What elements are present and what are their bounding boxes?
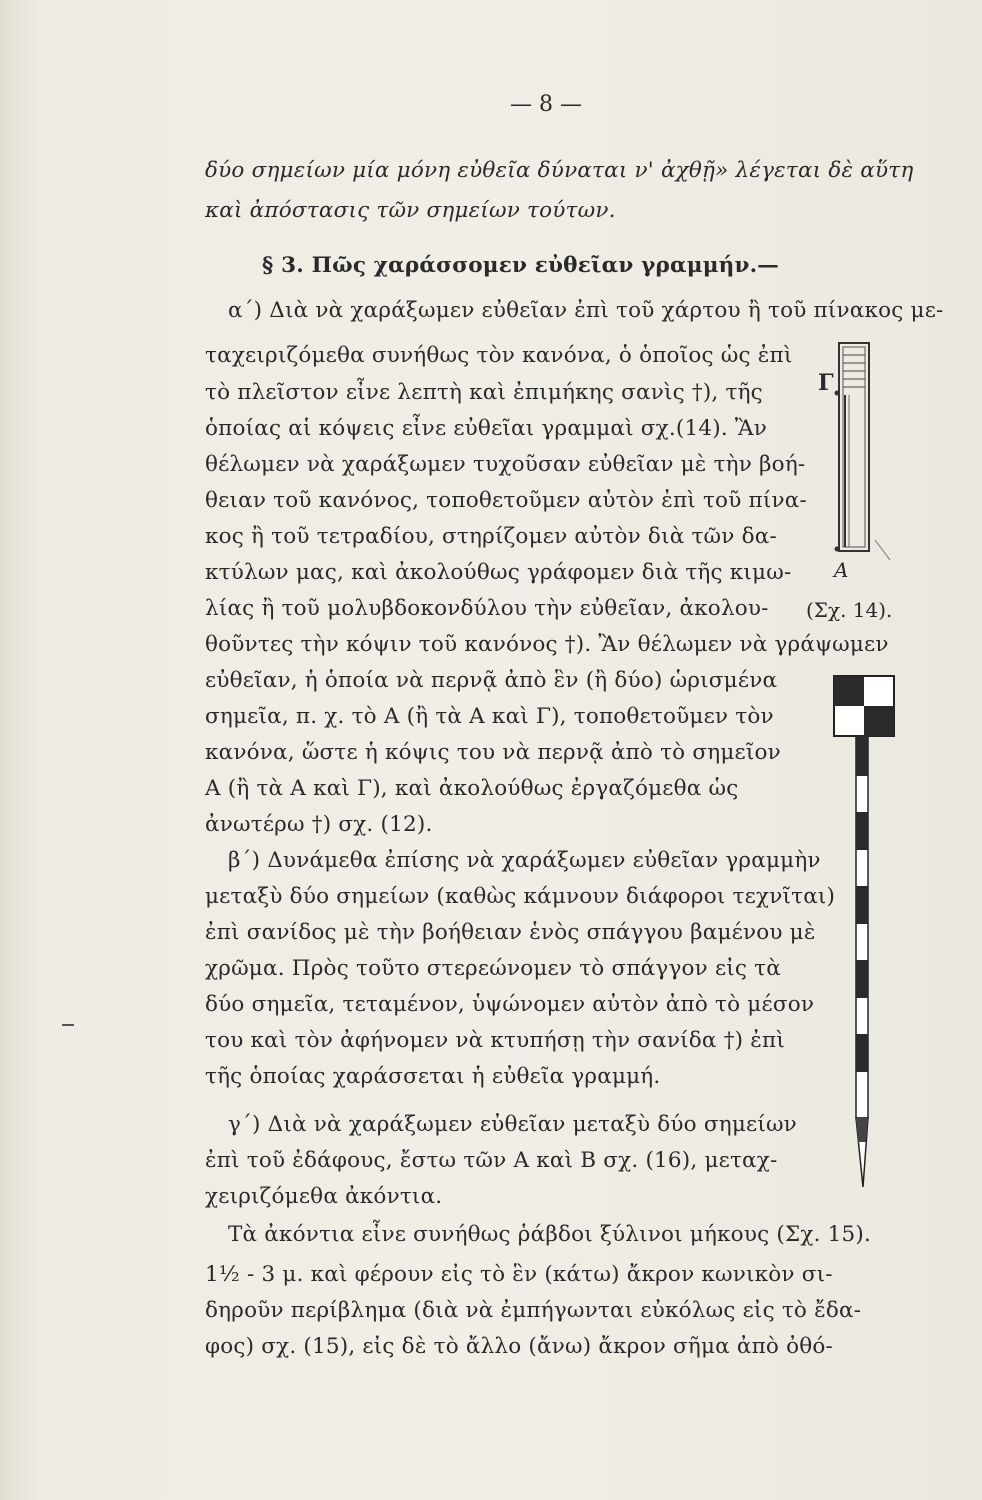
text-line: θοῦντες τὴν κόψιν τοῦ κανόνος †). Ἂν θέλωμεν νὰ γράψωμεν	[205, 632, 889, 657]
text-line: χειριζόμεθα ἀκόντια.	[205, 1184, 443, 1209]
text-line: σημεῖα, π. χ. τὸ Α (ἢ τὰ Α καὶ Γ), τοποθετοῦμεν τὸν	[205, 704, 774, 729]
text-line: μεταξὺ δύο σημείων (καθὼς κάμνουν διάφοροι τεχνῖται)	[205, 884, 836, 909]
figure-15-pole	[830, 672, 900, 1192]
text-line: θειαν τοῦ κανόνος, τοποθετοῦμεν αὐτὸν ἐπὶ τοῦ πίνα-	[205, 488, 807, 513]
text-line: ἐπὶ τοῦ ἐδάφους, ἔστω τῶν Α καὶ Β σχ. (16), μεταχ-	[205, 1148, 778, 1173]
figure-14-caption: (Σχ. 14).	[806, 598, 893, 622]
text-line: κος ἢ τοῦ τετραδίου, στηρίζομεν αὐτὸν διὰ τῶν δα-	[205, 524, 777, 549]
text-line: α΄) Διὰ νὰ χαράξωμεν εὐθεῖαν ἐπὶ τοῦ χάρτου ἢ τοῦ πίνακος με-	[228, 298, 944, 323]
text-line: τῆς ὁποίας χαράσσεται ἡ εὐθεῖα γραμμή.	[205, 1064, 661, 1089]
figure-14-label-bottom: Α	[834, 558, 849, 582]
margin-mark	[62, 1024, 74, 1026]
text-line: τὸ πλεῖστον εἶνε λεπτὴ καὶ ἐπιμήκης σανὶς †), τῆς	[205, 380, 763, 405]
page-number: — 8 —	[510, 92, 582, 117]
text-line: Α (ἢ τὰ Α καὶ Γ), καὶ ἀκολούθως ἐργαζόμεθα ὡς	[205, 776, 739, 801]
text-line: φος) σχ. (15), εἰς δὲ τὸ ἄλλο (ἄνω) ἄκρον σῆμα ἀπὸ ὀθό-	[205, 1334, 834, 1359]
text-line: ἐπὶ σανίδος μὲ τὴν βοήθειαν ἑνὸς σπάγγου βαμένου μὲ	[205, 920, 816, 945]
text-line: λίας ἢ τοῦ μολυβδοκονδύλου τὴν εὐθεῖαν, ἀκολου-	[205, 596, 769, 621]
text-line: ἀνωτέρω †) σχ. (12).	[205, 812, 433, 837]
text-line: 1½ - 3 μ. καὶ φέρουν εἰς τὸ ἓν (κάτω) ἄκρον κωνικὸν σι-	[205, 1262, 833, 1287]
text-line: εὐθεῖαν, ἡ ὁποία νὰ περνᾷ ἀπὸ ἓν (ἢ δύο) ὡρισμένα	[205, 668, 778, 693]
text-line: δύο σημείων μία μόνη εὐθεῖα δύναται ν' ἀχθῇ» λέγεται δὲ αὕτη	[205, 158, 914, 183]
text-line: καὶ ἀπόστασις τῶν σημείων τούτων.	[205, 198, 616, 223]
text-line: χρῶμα. Πρὸς τοῦτο στερεώνομεν τὸ σπάγγον εἰς τὰ	[205, 956, 782, 981]
text-line: Τὰ ἀκόντια εἶνε συνήθως ῥάβδοι ξύλινοι μήκους (Σχ. 15).	[228, 1222, 872, 1247]
figure-14-label-top: Γ	[818, 370, 834, 396]
text-line: θέλωμεν νὰ χαράξωμεν τυχοῦσαν εὐθεῖαν μὲ τὴν βοή-	[205, 452, 806, 477]
text-line: ὁποίας αἱ κόψεις εἶνε εὐθεῖαι γραμμαὶ σχ.(14). Ἂν	[205, 416, 768, 441]
text-line: ταχειριζόμεθα συνήθως τὸν κανόνα, ὁ ὁποῖος ὡς ἐπὶ	[205, 343, 793, 368]
text-line: β΄) Δυνάμεθα ἐπίσης νὰ χαράξωμεν εὐθεῖαν γραμμὴν	[228, 848, 821, 873]
text-line: δηροῦν περίβλημα (διὰ νὰ ἐμπήγωνται εὐκόλως εἰς τὸ ἔδα-	[205, 1298, 862, 1323]
text-line: του καὶ τὸν ἀφήνομεν νὰ κτυπήσῃ τὴν σανίδα †) ἐπὶ	[205, 1028, 785, 1053]
text-line: κανόνα, ὥστε ἡ κόψις του νὰ περνᾷ ἀπὸ τὸ σημεῖον	[205, 740, 781, 765]
text-line: δύο σημεῖα, τεταμένον, ὑψώνομεν αὐτὸν ἀπὸ τὸ μέσον	[205, 992, 815, 1017]
text-line: κτύλων μας, καὶ ἀκολούθως γράφομεν διὰ τῆς κιμω-	[205, 560, 792, 585]
text-line: γ΄) Διὰ νὰ χαράξωμεν εὐθεῖαν μεταξὺ δύο σημείων	[228, 1112, 797, 1137]
section-heading: § 3. Πῶς χαράσσομεν εὐθεῖαν γραμμήν.—	[262, 253, 779, 278]
